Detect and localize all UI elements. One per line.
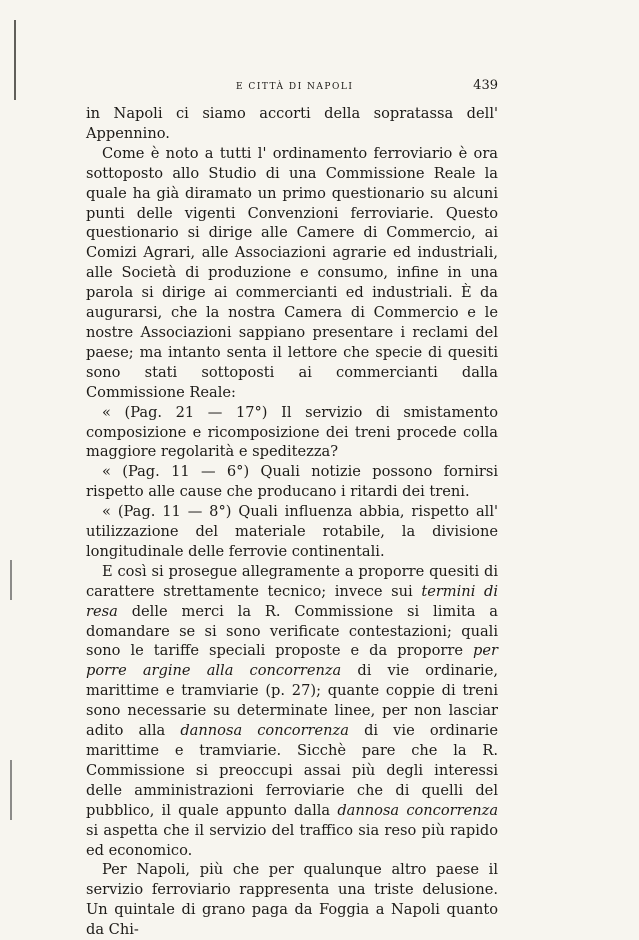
italic-phrase: per porre argine alla concorrenza	[86, 642, 498, 680]
text-run: si aspetta che il servizio del traffico sia reso più rapido ed economico.	[86, 821, 498, 859]
paragraph: Come è noto a tutti l' ordinamento ferroviario è ora sottoposto allo Studio di una Commissione Reale la quale ha già diramato un primo questionario su alcuni punti delle vigenti Convenzioni ferroviarie. Questo questionario si dirige alle Camere di Commercio, ai Comizi Agrari, alle Associazioni agrarie ed industriali, alle Società di produzione e consumo, infine in una parola si dirige ai commercianti ed industriali. È da augurarsi, che la nostra Camera di Commercio e le nostre Associazioni sappiano presentare i reclami del paese; ma intanto senta il lettore che specie di quesiti sono stati sottoposti ai commercianti dalla Commissione Reale:	[86, 144, 498, 401]
body-text	[86, 104, 498, 940]
page-header	[86, 78, 498, 98]
text-run: delle merci la R. Commissione si limita a domandare se si sono verificate contestazioni; quali sono le tariffe speciali proposte e da proporre	[86, 602, 498, 660]
text-run: di vie ordinarie, marittime e tramviarie (p. 27); quante coppie di treni sono necessarie su determinate linee, per non lasciar adito alla	[86, 662, 498, 740]
running-title: E CITTÀ DI NAPOLI	[236, 82, 354, 92]
scan-artifact-mark	[10, 560, 12, 600]
quoted-question: « (Pag. 11 — 8°) Quali influenza abbia, rispetto all' utilizzazione del materiale rotabile, la divisione longitudinale delle ferrovie continentali.	[86, 503, 498, 560]
italic-phrase: dannosa concorrenza	[180, 722, 349, 740]
page-number: 439	[473, 78, 498, 93]
text-run: E così si prosegue allegramente a proporre quesiti di carattere strettamente tecnico; invece sui	[86, 562, 498, 600]
text-run: di vie ordinarie marittime e tramviarie. Sicchè pare che la R. Commissione si preoccupi assai più degli interessi delle amministrazioni ferroviarie che di quelli del pubblico, il quale appunto dalla	[86, 722, 498, 819]
paragraph: Per Napoli, più che per qualunque altro paese il servizio ferroviario rappresenta una triste delusione. Un quintale di grano paga da Foggia a Napoli quanto da Chi-	[86, 861, 498, 939]
quoted-question: « (Pag. 21 — 17°) Il servizio di smistamento composizione e ricomposizione dei treni procede colla maggiore regolarità e speditezza?	[86, 403, 498, 461]
paragraph	[86, 562, 498, 861]
italic-phrase: termini di resa	[86, 582, 499, 620]
scan-artifact-mark	[10, 760, 12, 820]
italic-phrase: dannosa concorrenza	[337, 801, 499, 819]
paragraph: in Napoli ci siamo accorti della sopratassa dell' Appennino.	[86, 105, 498, 142]
binding-edge-mark	[14, 20, 16, 100]
quoted-question: « (Pag. 11 — 6°) Quali notizie possono fornirsi rispetto alle cause che producano i ritardi dei treni.	[86, 463, 498, 501]
